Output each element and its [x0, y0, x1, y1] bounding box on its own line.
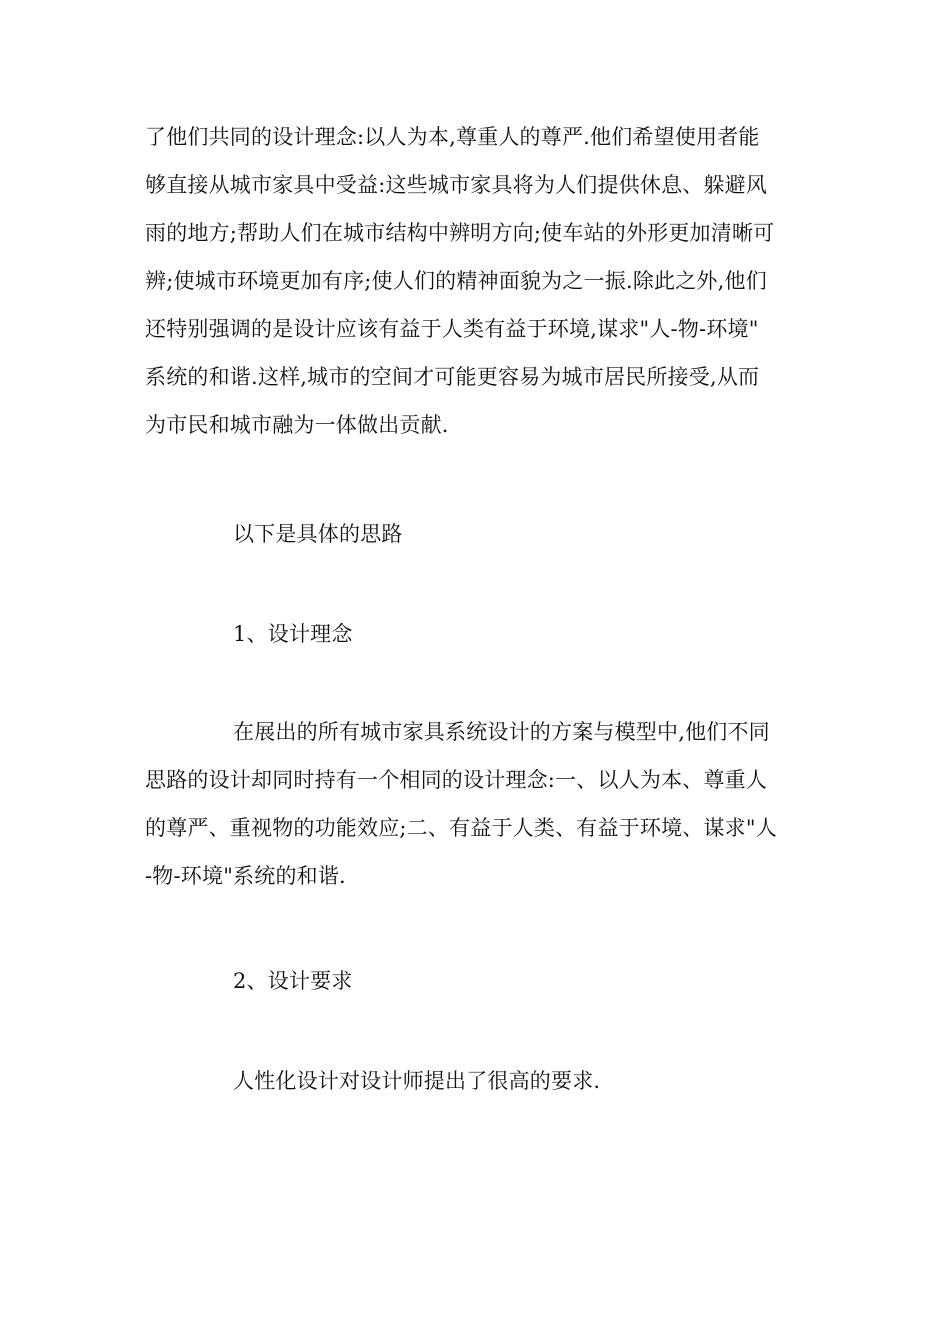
paragraph-design-philosophy — [145, 113, 810, 449]
section-heading-1 — [145, 610, 810, 658]
intro-paragraph — [145, 510, 810, 558]
text-line: 为市民和城市融为一体做出贡献. — [145, 413, 449, 437]
text-line: 够直接从城市家具中受益:这些城市家具将为人们提供休息、躲避风 — [145, 173, 768, 197]
text-line: 还特别强调的是设计应该有益于人类有益于环境,谋求"人-物-环境" — [145, 317, 759, 341]
text-line: 的尊严、重视物的功能效应;二、有益于人类、有益于环境、谋求"人 — [145, 816, 777, 840]
text-line: 雨的地方;帮助人们在城市结构中辨明方向;使车站的外形更加清晰可 — [145, 221, 775, 245]
text-line: 在展出的所有城市家具系统设计的方案与模型中,他们不同 — [233, 720, 770, 744]
text-line: 系统的和谐.这样,城市的空间才可能更容易为城市居民所接受,从而 — [145, 365, 760, 389]
text-line: 思路的设计却同时持有一个相同的设计理念:一、以人为本、尊重人 — [145, 768, 768, 792]
text-line: 辨;使城市环境更加有序;使人们的精神面貌为之一振.除此之外,他们 — [145, 269, 767, 293]
paragraph-requirements — [145, 1057, 810, 1105]
paragraph-shared-philosophy — [145, 708, 810, 900]
text-line: -物-环境"系统的和谐. — [145, 864, 346, 888]
intro-line: 以下是具体的思路 — [233, 522, 403, 546]
heading-text: 1、设计理念 — [233, 622, 353, 646]
text-line: 了他们共同的设计理念:以人为本,尊重人的尊严.他们希望使用者能 — [145, 125, 760, 149]
text-line: 人性化设计对设计师提出了很高的要求. — [233, 1069, 601, 1093]
heading-text: 2、设计要求 — [233, 969, 353, 993]
section-heading-2 — [145, 957, 810, 1005]
